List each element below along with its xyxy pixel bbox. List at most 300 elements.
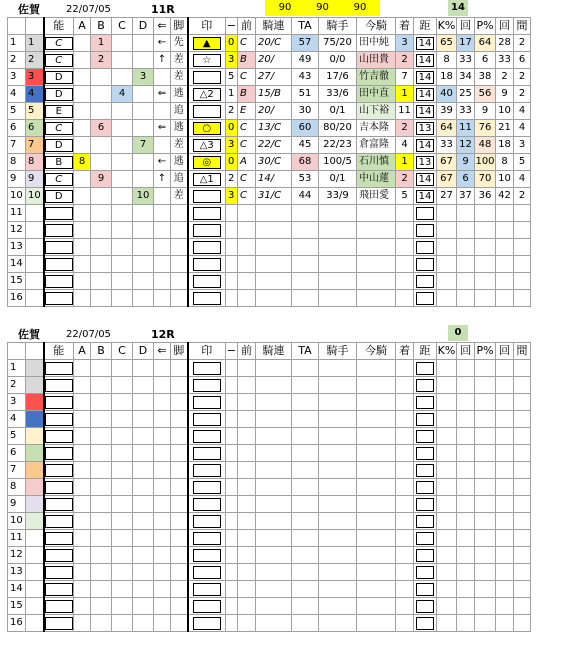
ta-score bbox=[292, 290, 319, 307]
distance-value bbox=[416, 617, 434, 630]
ta-score: 44 bbox=[292, 188, 319, 205]
current-jockey: 吉本隆 bbox=[357, 120, 396, 137]
col-c bbox=[112, 530, 133, 547]
ability-class bbox=[44, 564, 74, 581]
row-number: 5 bbox=[8, 103, 26, 120]
jockey-combo bbox=[256, 598, 292, 615]
umaban bbox=[26, 462, 44, 479]
ta-score bbox=[292, 273, 319, 290]
distance bbox=[414, 120, 437, 137]
p-count bbox=[496, 290, 514, 307]
k-count: 12 bbox=[457, 137, 475, 154]
jockey-combo bbox=[256, 479, 292, 496]
col-d bbox=[133, 120, 154, 137]
p-percent bbox=[475, 479, 496, 496]
previous bbox=[238, 615, 256, 632]
col-c bbox=[112, 171, 133, 188]
jockey-combo: 13/C bbox=[256, 120, 292, 137]
ability-class-value: D bbox=[45, 71, 73, 84]
row-number: 1 bbox=[8, 360, 26, 377]
k-count bbox=[457, 239, 475, 256]
jockey-record bbox=[319, 256, 357, 273]
p-percent bbox=[475, 290, 496, 307]
k-count bbox=[457, 377, 475, 394]
col-a bbox=[74, 290, 91, 307]
k-percent: 39 bbox=[437, 103, 457, 120]
previous bbox=[238, 256, 256, 273]
umaban bbox=[26, 513, 44, 530]
previous bbox=[238, 290, 256, 307]
jockey-record bbox=[319, 222, 357, 239]
minus: 2 bbox=[226, 171, 238, 188]
ability-class bbox=[44, 598, 74, 615]
table-row bbox=[8, 222, 531, 239]
ability-class-value: E bbox=[45, 105, 73, 118]
distance-value: 14 bbox=[416, 190, 434, 203]
previous bbox=[238, 222, 256, 239]
row-number: 14 bbox=[8, 256, 26, 273]
ta-score bbox=[292, 445, 319, 462]
previous bbox=[238, 479, 256, 496]
col-c bbox=[112, 547, 133, 564]
finish: 2 bbox=[396, 120, 414, 137]
col-c bbox=[112, 188, 133, 205]
ability-class bbox=[44, 360, 74, 377]
header-col-b: B bbox=[91, 18, 112, 35]
col-b bbox=[91, 377, 112, 394]
arrow bbox=[154, 103, 171, 120]
arrow: ↑ bbox=[154, 171, 171, 188]
p-count: 2 bbox=[496, 69, 514, 86]
k-count bbox=[457, 273, 475, 290]
jockey-record: 33/9 bbox=[319, 188, 357, 205]
p-percent bbox=[475, 256, 496, 273]
col-a bbox=[74, 547, 91, 564]
ability-class-value bbox=[45, 275, 73, 288]
k-count bbox=[457, 462, 475, 479]
col-d bbox=[133, 513, 154, 530]
ability-class-value bbox=[45, 258, 73, 271]
mark-value bbox=[193, 71, 221, 84]
col-a bbox=[74, 581, 91, 598]
distance-value bbox=[416, 292, 434, 305]
previous: C bbox=[238, 137, 256, 154]
p-percent bbox=[475, 428, 496, 445]
running-style bbox=[171, 239, 188, 256]
mark-value bbox=[193, 396, 221, 409]
p-percent: 6 bbox=[475, 52, 496, 69]
col-b bbox=[91, 256, 112, 273]
interval bbox=[514, 377, 531, 394]
p-count: 28 bbox=[496, 35, 514, 52]
umaban bbox=[26, 598, 44, 615]
row-number: 3 bbox=[8, 394, 26, 411]
ta-score bbox=[292, 547, 319, 564]
distance-value bbox=[416, 498, 434, 511]
jockey-record bbox=[319, 530, 357, 547]
p-count bbox=[496, 615, 514, 632]
table-row bbox=[8, 137, 531, 154]
col-c bbox=[112, 290, 133, 307]
p-count: 8 bbox=[496, 154, 514, 171]
interval: 4 bbox=[514, 171, 531, 188]
ability-class bbox=[44, 52, 74, 69]
running-style bbox=[171, 564, 188, 581]
jockey-record bbox=[319, 462, 357, 479]
p-count bbox=[496, 445, 514, 462]
running-style bbox=[171, 290, 188, 307]
header-jockey-combo: 騎連 bbox=[256, 343, 292, 360]
finish bbox=[396, 615, 414, 632]
finish: 3 bbox=[396, 35, 414, 52]
p-percent bbox=[475, 547, 496, 564]
arrow bbox=[154, 360, 171, 377]
umaban bbox=[26, 411, 44, 428]
col-a bbox=[74, 35, 91, 52]
arrow bbox=[154, 564, 171, 581]
minus: 3 bbox=[226, 137, 238, 154]
ability-class bbox=[44, 290, 74, 307]
jockey-combo bbox=[256, 222, 292, 239]
k-percent bbox=[437, 598, 457, 615]
p-percent bbox=[475, 462, 496, 479]
interval bbox=[514, 513, 531, 530]
umaban bbox=[26, 360, 44, 377]
mark-value: ☆ bbox=[193, 54, 221, 67]
ability-class bbox=[44, 103, 74, 120]
previous: C bbox=[238, 120, 256, 137]
running-style bbox=[171, 462, 188, 479]
mark bbox=[188, 462, 226, 479]
previous bbox=[238, 581, 256, 598]
col-a bbox=[74, 615, 91, 632]
venue-label-1: 佐賀 bbox=[18, 3, 40, 16]
header-row bbox=[8, 343, 531, 360]
ability-class-value bbox=[45, 447, 73, 460]
mark bbox=[188, 564, 226, 581]
col-a bbox=[74, 171, 91, 188]
distance-value bbox=[416, 275, 434, 288]
current-jockey bbox=[357, 462, 396, 479]
finish bbox=[396, 360, 414, 377]
ability-class bbox=[44, 205, 74, 222]
finish: 1 bbox=[396, 154, 414, 171]
col-c bbox=[112, 137, 133, 154]
current-jockey: 中山蓮 bbox=[357, 171, 396, 188]
finish bbox=[396, 222, 414, 239]
k-count bbox=[457, 496, 475, 513]
running-style: 追 bbox=[171, 171, 188, 188]
umaban bbox=[26, 239, 44, 256]
mark bbox=[188, 171, 226, 188]
minus bbox=[226, 428, 238, 445]
umaban bbox=[26, 615, 44, 632]
umaban: 10 bbox=[26, 188, 44, 205]
k-percent: 64 bbox=[437, 120, 457, 137]
minus bbox=[226, 445, 238, 462]
col-c bbox=[112, 35, 133, 52]
k-count bbox=[457, 445, 475, 462]
mark bbox=[188, 205, 226, 222]
current-jockey bbox=[357, 239, 396, 256]
p-percent bbox=[475, 222, 496, 239]
col-b bbox=[91, 188, 112, 205]
ability-class-value bbox=[45, 600, 73, 613]
interval bbox=[514, 273, 531, 290]
ability-class-value bbox=[45, 430, 73, 443]
jockey-record bbox=[319, 239, 357, 256]
header-ta-score: TA bbox=[292, 343, 319, 360]
mark bbox=[188, 428, 226, 445]
previous: C bbox=[238, 171, 256, 188]
previous bbox=[238, 445, 256, 462]
ability-class bbox=[44, 69, 74, 86]
current-jockey bbox=[357, 479, 396, 496]
jockey-record: 80/20 bbox=[319, 120, 357, 137]
k-count bbox=[457, 394, 475, 411]
distance bbox=[414, 35, 437, 52]
header-p-count: 回 bbox=[496, 343, 514, 360]
distance-value bbox=[416, 413, 434, 426]
col-d bbox=[133, 428, 154, 445]
arrow bbox=[154, 273, 171, 290]
jockey-combo: 20/ bbox=[256, 52, 292, 69]
distance-value bbox=[416, 379, 434, 392]
mark-value bbox=[193, 207, 221, 220]
col-d bbox=[133, 205, 154, 222]
mark-value bbox=[193, 379, 221, 392]
mark-value: △2 bbox=[193, 88, 221, 101]
col-d bbox=[133, 479, 154, 496]
running-style bbox=[171, 547, 188, 564]
distance bbox=[414, 411, 437, 428]
distance-value: 14 bbox=[416, 71, 434, 84]
ability-class-value: C bbox=[45, 54, 73, 67]
interval bbox=[514, 530, 531, 547]
interval bbox=[514, 428, 531, 445]
distance-value bbox=[416, 241, 434, 254]
running-style bbox=[171, 479, 188, 496]
table-row bbox=[8, 581, 531, 598]
finish bbox=[396, 547, 414, 564]
mark-value bbox=[193, 275, 221, 288]
col-c bbox=[112, 273, 133, 290]
header-jockey-record: 騎手 bbox=[319, 18, 357, 35]
minus: 2 bbox=[226, 103, 238, 120]
header-arrow: ⇐ bbox=[154, 18, 171, 35]
current-jockey: 山田貴 bbox=[357, 52, 396, 69]
header-k-percent: K% bbox=[437, 343, 457, 360]
finish: 2 bbox=[396, 171, 414, 188]
distance bbox=[414, 273, 437, 290]
jockey-record: 33/6 bbox=[319, 86, 357, 103]
k-percent bbox=[437, 222, 457, 239]
col-d bbox=[133, 222, 154, 239]
mark bbox=[188, 35, 226, 52]
mark bbox=[188, 513, 226, 530]
top-count-2: 0 bbox=[448, 325, 468, 341]
col-a bbox=[74, 598, 91, 615]
ability-class bbox=[44, 479, 74, 496]
p-percent: 70 bbox=[475, 171, 496, 188]
k-percent: 40 bbox=[437, 86, 457, 103]
p-count bbox=[496, 222, 514, 239]
header-p-percent: P% bbox=[475, 343, 496, 360]
mark bbox=[188, 547, 226, 564]
mark-value bbox=[193, 292, 221, 305]
minus bbox=[226, 615, 238, 632]
p-percent bbox=[475, 513, 496, 530]
umaban bbox=[26, 445, 44, 462]
k-count bbox=[457, 290, 475, 307]
finish bbox=[396, 564, 414, 581]
arrow bbox=[154, 290, 171, 307]
interval bbox=[514, 360, 531, 377]
umaban bbox=[26, 377, 44, 394]
k-percent bbox=[437, 377, 457, 394]
jockey-record bbox=[319, 615, 357, 632]
k-count bbox=[457, 205, 475, 222]
header-p-percent: P% bbox=[475, 18, 496, 35]
minus: 3 bbox=[226, 52, 238, 69]
col-a bbox=[74, 256, 91, 273]
minus bbox=[226, 394, 238, 411]
arrow bbox=[154, 411, 171, 428]
ta-score bbox=[292, 205, 319, 222]
minus bbox=[226, 290, 238, 307]
previous: B bbox=[238, 86, 256, 103]
previous: B bbox=[238, 52, 256, 69]
distance bbox=[414, 581, 437, 598]
table-row bbox=[8, 598, 531, 615]
umaban: 8 bbox=[26, 154, 44, 171]
distance-value bbox=[416, 362, 434, 375]
col-d bbox=[133, 171, 154, 188]
ability-class-value: D bbox=[45, 88, 73, 101]
table-row bbox=[8, 171, 531, 188]
mark-value bbox=[193, 447, 221, 460]
ability-class bbox=[44, 171, 74, 188]
current-jockey bbox=[357, 360, 396, 377]
finish: 1 bbox=[396, 86, 414, 103]
col-a bbox=[74, 239, 91, 256]
col-a bbox=[74, 428, 91, 445]
current-jockey bbox=[357, 615, 396, 632]
col-c bbox=[112, 445, 133, 462]
distance-value bbox=[416, 224, 434, 237]
arrow bbox=[154, 188, 171, 205]
header-ability-class: 能 bbox=[44, 18, 74, 35]
interval bbox=[514, 445, 531, 462]
col-a bbox=[74, 69, 91, 86]
jockey-combo bbox=[256, 205, 292, 222]
col-c bbox=[112, 377, 133, 394]
col-a bbox=[74, 479, 91, 496]
arrow: ⇐ bbox=[154, 120, 171, 137]
minus bbox=[226, 360, 238, 377]
col-b bbox=[91, 222, 112, 239]
ability-class bbox=[44, 581, 74, 598]
header-mark: 印 bbox=[188, 343, 226, 360]
interval: 2 bbox=[514, 86, 531, 103]
arrow bbox=[154, 377, 171, 394]
col-d bbox=[133, 581, 154, 598]
col-b bbox=[91, 530, 112, 547]
col-a: 8 bbox=[74, 154, 91, 171]
p-count bbox=[496, 547, 514, 564]
header-mark: 印 bbox=[188, 18, 226, 35]
row-number: 16 bbox=[8, 615, 26, 632]
col-a bbox=[74, 188, 91, 205]
mark-value bbox=[193, 566, 221, 579]
mark bbox=[188, 290, 226, 307]
ta-score: 68 bbox=[292, 154, 319, 171]
ta-score: 43 bbox=[292, 69, 319, 86]
interval bbox=[514, 239, 531, 256]
previous: C bbox=[238, 35, 256, 52]
mark bbox=[188, 86, 226, 103]
ta-score bbox=[292, 581, 319, 598]
col-a bbox=[74, 496, 91, 513]
mark bbox=[188, 394, 226, 411]
jockey-combo: 30/C bbox=[256, 154, 292, 171]
arrow bbox=[154, 137, 171, 154]
ability-class-value bbox=[45, 241, 73, 254]
jockey-combo: 14/ bbox=[256, 171, 292, 188]
k-count: 17 bbox=[457, 35, 475, 52]
p-count bbox=[496, 530, 514, 547]
arrow: ⇐ bbox=[154, 86, 171, 103]
col-c bbox=[112, 513, 133, 530]
row-number: 2 bbox=[8, 52, 26, 69]
header-interval: 間 bbox=[514, 18, 531, 35]
umaban bbox=[26, 256, 44, 273]
current-jockey bbox=[357, 290, 396, 307]
table-row bbox=[8, 513, 531, 530]
previous: C bbox=[238, 188, 256, 205]
col-d bbox=[133, 86, 154, 103]
p-percent bbox=[475, 445, 496, 462]
col-d bbox=[133, 360, 154, 377]
p-percent: 64 bbox=[475, 35, 496, 52]
mark-value bbox=[193, 105, 221, 118]
col-c bbox=[112, 120, 133, 137]
header-current-jockey: 今騎 bbox=[357, 343, 396, 360]
mark-value bbox=[193, 617, 221, 630]
ta-score: 53 bbox=[292, 171, 319, 188]
row-number: 7 bbox=[8, 462, 26, 479]
current-jockey: 石川慎 bbox=[357, 154, 396, 171]
mark-value bbox=[193, 258, 221, 271]
ta-score: 49 bbox=[292, 52, 319, 69]
running-style bbox=[171, 394, 188, 411]
k-count bbox=[457, 564, 475, 581]
jockey-record bbox=[319, 394, 357, 411]
finish bbox=[396, 273, 414, 290]
k-percent bbox=[437, 530, 457, 547]
k-count bbox=[457, 598, 475, 615]
running-style bbox=[171, 615, 188, 632]
umaban: 7 bbox=[26, 137, 44, 154]
interval bbox=[514, 479, 531, 496]
minus bbox=[226, 496, 238, 513]
col-a bbox=[74, 137, 91, 154]
distance bbox=[414, 462, 437, 479]
col-b bbox=[91, 273, 112, 290]
col-d bbox=[133, 273, 154, 290]
col-a bbox=[74, 411, 91, 428]
col-d bbox=[133, 564, 154, 581]
